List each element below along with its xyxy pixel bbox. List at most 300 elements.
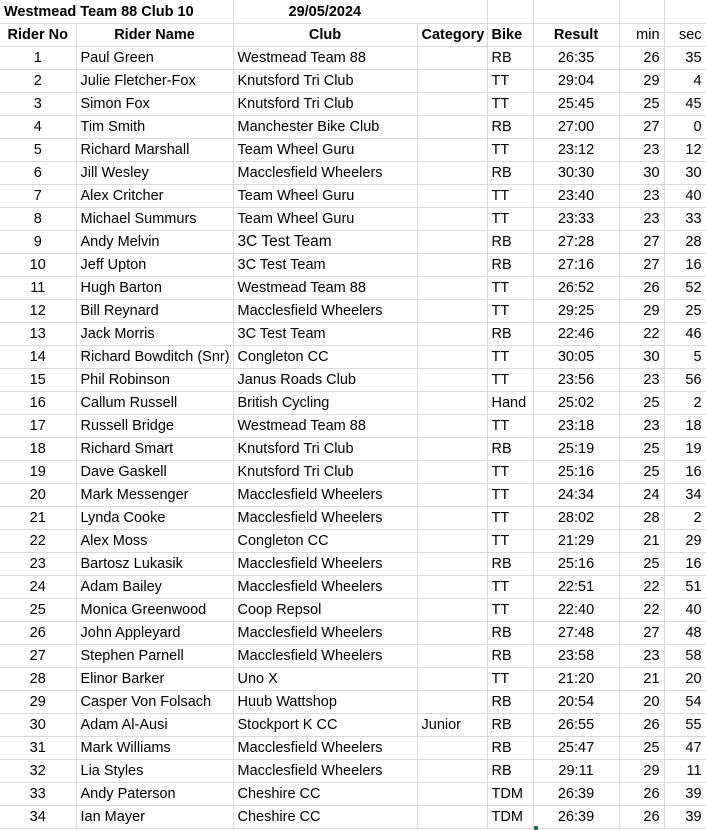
table-row <box>0 162 706 185</box>
table-row <box>0 70 706 93</box>
min-cell[interactable]: 26 <box>619 47 664 70</box>
cell[interactable] <box>487 0 533 24</box>
header-club[interactable]: Club <box>233 24 417 47</box>
min-cell[interactable]: 25 <box>619 737 664 760</box>
category-cell[interactable] <box>417 162 487 185</box>
club-cell[interactable]: Knutsford Tri Club <box>233 438 417 461</box>
bike-cell[interactable]: RB <box>487 162 533 185</box>
bike-cell[interactable]: RB <box>487 622 533 645</box>
bike-cell[interactable]: RB <box>487 323 533 346</box>
bike-cell[interactable]: TT <box>487 300 533 323</box>
sheet-date[interactable]: 29/05/2024 <box>233 0 487 24</box>
category-cell[interactable] <box>417 783 487 806</box>
category-cell[interactable] <box>417 415 487 438</box>
result-cell[interactable]: 26:52 <box>533 277 619 300</box>
result-cell[interactable]: 25:16 <box>533 553 619 576</box>
min-cell[interactable]: 27 <box>619 231 664 254</box>
bike-cell[interactable]: RB <box>487 760 533 783</box>
rider-no-cell[interactable]: 6 <box>0 162 76 185</box>
result-cell[interactable]: 25:02 <box>533 392 619 415</box>
rider-name-cell[interactable]: Richard Bowditch (Snr) <box>76 346 233 369</box>
category-cell[interactable] <box>417 277 487 300</box>
result-cell[interactable]: 27:28 <box>533 231 619 254</box>
rider-no-cell[interactable]: 1 <box>0 47 76 70</box>
rider-no-cell[interactable]: 13 <box>0 323 76 346</box>
header-rider-no[interactable]: Rider No <box>0 24 76 47</box>
result-cell[interactable]: 22:40 <box>533 599 619 622</box>
bike-cell[interactable]: TT <box>487 599 533 622</box>
club-cell[interactable]: Westmead Team 88 <box>233 277 417 300</box>
header-result[interactable]: Result <box>533 24 619 47</box>
header-bike[interactable]: Bike <box>487 24 533 47</box>
rider-no-cell[interactable]: 11 <box>0 277 76 300</box>
sec-cell[interactable]: 54 <box>664 691 706 714</box>
rider-name-cell[interactable]: Simon Fox <box>76 93 233 116</box>
table-row <box>0 277 706 300</box>
bike-cell[interactable]: RB <box>487 47 533 70</box>
rider-name-cell[interactable]: Russell Bridge <box>76 415 233 438</box>
rider-name-cell[interactable]: Callum Russell <box>76 392 233 415</box>
rider-no-cell[interactable]: 20 <box>0 484 76 507</box>
result-cell[interactable]: 23:18 <box>533 415 619 438</box>
bike-cell[interactable]: TT <box>487 93 533 116</box>
rider-name-cell[interactable]: Richard Marshall <box>76 139 233 162</box>
min-cell[interactable]: 21 <box>619 530 664 553</box>
bike-cell[interactable]: TDM <box>487 806 533 829</box>
category-cell[interactable] <box>417 208 487 231</box>
min-cell[interactable]: 29 <box>619 70 664 93</box>
rider-name-cell[interactable]: Andy Paterson <box>76 783 233 806</box>
bike-cell[interactable]: RB <box>487 254 533 277</box>
min-cell[interactable]: 23 <box>619 208 664 231</box>
sec-cell[interactable]: 16 <box>664 254 706 277</box>
table-row <box>0 208 706 231</box>
rider-no-cell[interactable]: 32 <box>0 760 76 783</box>
rider-name-cell[interactable]: Richard Smart <box>76 438 233 461</box>
club-cell[interactable]: Congleton CC <box>233 346 417 369</box>
sec-cell[interactable]: 56 <box>664 369 706 392</box>
rider-no-cell[interactable]: 4 <box>0 116 76 139</box>
rider-no-cell[interactable]: 3 <box>0 93 76 116</box>
bike-cell[interactable]: TT <box>487 461 533 484</box>
sec-cell[interactable]: 0 <box>664 116 706 139</box>
bike-cell[interactable]: RB <box>487 438 533 461</box>
category-cell[interactable] <box>417 668 487 691</box>
min-cell[interactable]: 23 <box>619 415 664 438</box>
sec-cell[interactable]: 39 <box>664 806 706 829</box>
sec-cell[interactable]: 33 <box>664 208 706 231</box>
category-cell[interactable] <box>417 553 487 576</box>
sec-cell[interactable]: 2 <box>664 507 706 530</box>
table-row <box>0 714 706 737</box>
bike-cell[interactable]: TT <box>487 185 533 208</box>
club-cell[interactable]: Team Wheel Guru <box>233 208 417 231</box>
club-cell[interactable]: Macclesfield Wheelers <box>233 162 417 185</box>
min-cell[interactable]: 27 <box>619 622 664 645</box>
rider-no-cell[interactable]: 33 <box>0 783 76 806</box>
table-row <box>0 530 706 553</box>
club-cell[interactable]: Huub Wattshop <box>233 691 417 714</box>
rider-no-cell[interactable]: 27 <box>0 645 76 668</box>
rider-no-cell[interactable]: 16 <box>0 392 76 415</box>
rider-name-cell[interactable]: Alex Moss <box>76 530 233 553</box>
sec-cell[interactable]: 16 <box>664 461 706 484</box>
club-cell[interactable]: Macclesfield Wheelers <box>233 737 417 760</box>
club-cell[interactable]: Stockport K CC <box>233 714 417 737</box>
result-cell[interactable]: 23:12 <box>533 139 619 162</box>
bike-cell[interactable]: TT <box>487 415 533 438</box>
result-cell[interactable]: 26:39 <box>533 806 619 829</box>
result-cell[interactable]: 24:34 <box>533 484 619 507</box>
rider-no-cell[interactable]: 12 <box>0 300 76 323</box>
bike-cell[interactable]: RB <box>487 553 533 576</box>
rider-name-cell[interactable]: Michael Summurs <box>76 208 233 231</box>
rider-no-cell[interactable]: 23 <box>0 553 76 576</box>
bike-cell[interactable]: TT <box>487 346 533 369</box>
bike-cell[interactable]: TT <box>487 507 533 530</box>
bike-cell[interactable]: RB <box>487 714 533 737</box>
result-cell[interactable]: 28:02 <box>533 507 619 530</box>
result-cell[interactable]: 21:20 <box>533 668 619 691</box>
cell-selection-handle[interactable] <box>534 826 538 830</box>
category-cell[interactable] <box>417 507 487 530</box>
min-cell[interactable]: 23 <box>619 369 664 392</box>
rider-name-cell[interactable]: Bartosz Lukasik <box>76 553 233 576</box>
min-cell[interactable]: 22 <box>619 576 664 599</box>
category-cell[interactable] <box>417 70 487 93</box>
sec-cell[interactable]: 16 <box>664 553 706 576</box>
min-cell[interactable]: 28 <box>619 507 664 530</box>
rider-no-cell[interactable]: 17 <box>0 415 76 438</box>
club-cell[interactable]: 3C Test Team <box>233 231 417 254</box>
bike-cell[interactable]: RB <box>487 645 533 668</box>
min-cell[interactable]: 30 <box>619 162 664 185</box>
sec-cell[interactable]: 2 <box>664 392 706 415</box>
rider-name-cell[interactable]: Jack Morris <box>76 323 233 346</box>
bike-cell[interactable]: TT <box>487 576 533 599</box>
header-rider-name[interactable]: Rider Name <box>76 24 233 47</box>
club-cell[interactable]: Janus Roads Club <box>233 369 417 392</box>
result-cell[interactable]: 22:51 <box>533 576 619 599</box>
rider-name-cell[interactable]: Dave Gaskell <box>76 461 233 484</box>
category-cell[interactable] <box>417 760 487 783</box>
rider-no-cell[interactable]: 10 <box>0 254 76 277</box>
bike-cell[interactable]: RB <box>487 231 533 254</box>
header-category[interactable]: Category <box>417 24 487 47</box>
sec-cell[interactable]: 40 <box>664 599 706 622</box>
club-cell[interactable]: Coop Repsol <box>233 599 417 622</box>
table-row <box>0 599 706 622</box>
rider-name-cell[interactable]: Alex Critcher <box>76 185 233 208</box>
result-cell[interactable]: 26:55 <box>533 714 619 737</box>
club-cell[interactable]: Westmead Team 88 <box>233 415 417 438</box>
category-cell[interactable] <box>417 369 487 392</box>
rider-name-cell[interactable]: Julie Fletcher-Fox <box>76 70 233 93</box>
category-cell[interactable] <box>417 438 487 461</box>
category-cell[interactable] <box>417 116 487 139</box>
category-cell[interactable] <box>417 461 487 484</box>
category-cell[interactable] <box>417 139 487 162</box>
result-cell[interactable]: 23:33 <box>533 208 619 231</box>
club-cell[interactable]: Manchester Bike Club <box>233 116 417 139</box>
rider-name-cell[interactable]: Lynda Cooke <box>76 507 233 530</box>
sec-cell[interactable]: 25 <box>664 300 706 323</box>
category-cell[interactable] <box>417 576 487 599</box>
sec-cell[interactable]: 20 <box>664 668 706 691</box>
category-cell[interactable] <box>417 737 487 760</box>
sec-cell[interactable]: 45 <box>664 93 706 116</box>
rider-no-cell[interactable]: 2 <box>0 70 76 93</box>
result-cell[interactable]: 27:16 <box>533 254 619 277</box>
result-cell[interactable]: 20:54 <box>533 691 619 714</box>
club-cell[interactable]: Macclesfield Wheelers <box>233 507 417 530</box>
result-cell[interactable]: 30:30 <box>533 162 619 185</box>
result-cell[interactable]: 29:25 <box>533 300 619 323</box>
sec-cell[interactable]: 29 <box>664 530 706 553</box>
rider-name-cell[interactable]: John Appleyard <box>76 622 233 645</box>
result-cell[interactable]: 29:04 <box>533 70 619 93</box>
bike-cell[interactable]: RB <box>487 116 533 139</box>
rider-name-cell[interactable]: Lia Styles <box>76 760 233 783</box>
rider-name-cell[interactable]: Stephen Parnell <box>76 645 233 668</box>
category-cell[interactable] <box>417 47 487 70</box>
rider-name-cell[interactable]: Jill Wesley <box>76 162 233 185</box>
rider-no-cell[interactable]: 21 <box>0 507 76 530</box>
sec-cell[interactable]: 47 <box>664 737 706 760</box>
category-cell[interactable] <box>417 484 487 507</box>
rider-name-cell[interactable]: Hugh Barton <box>76 277 233 300</box>
result-cell[interactable]: 27:00 <box>533 116 619 139</box>
sec-cell[interactable]: 51 <box>664 576 706 599</box>
category-cell[interactable] <box>417 806 487 829</box>
rider-no-cell[interactable]: 26 <box>0 622 76 645</box>
club-cell[interactable]: 3C Test Team <box>233 254 417 277</box>
min-cell[interactable]: 25 <box>619 461 664 484</box>
header-min[interactable]: min <box>619 24 664 47</box>
club-cell[interactable]: Knutsford Tri Club <box>233 93 417 116</box>
club-cell[interactable]: Knutsford Tri Club <box>233 70 417 93</box>
category-cell[interactable] <box>417 254 487 277</box>
bike-cell[interactable]: TT <box>487 208 533 231</box>
table-row <box>0 507 706 530</box>
category-cell[interactable]: Junior <box>417 714 487 737</box>
club-cell[interactable]: Westmead Team 88 <box>233 47 417 70</box>
rider-no-cell[interactable]: 31 <box>0 737 76 760</box>
bike-cell[interactable]: RB <box>487 737 533 760</box>
table-row <box>0 231 706 254</box>
category-cell[interactable] <box>417 599 487 622</box>
cell[interactable] <box>533 0 619 24</box>
result-cell[interactable]: 26:35 <box>533 47 619 70</box>
sec-cell[interactable]: 30 <box>664 162 706 185</box>
rider-no-cell[interactable]: 25 <box>0 599 76 622</box>
result-cell[interactable]: 22:46 <box>533 323 619 346</box>
sec-cell[interactable]: 34 <box>664 484 706 507</box>
sec-cell[interactable]: 5 <box>664 346 706 369</box>
club-cell[interactable]: Knutsford Tri Club <box>233 461 417 484</box>
club-cell[interactable]: Macclesfield Wheelers <box>233 645 417 668</box>
category-cell[interactable] <box>417 185 487 208</box>
bike-cell[interactable]: Hand <box>487 392 533 415</box>
min-cell[interactable]: 27 <box>619 254 664 277</box>
club-cell[interactable]: Team Wheel Guru <box>233 185 417 208</box>
club-cell[interactable]: Cheshire CC <box>233 806 417 829</box>
sec-cell[interactable]: 55 <box>664 714 706 737</box>
category-cell[interactable] <box>417 622 487 645</box>
sec-cell[interactable]: 28 <box>664 231 706 254</box>
table-row <box>0 415 706 438</box>
sheet-title[interactable]: Westmead Team 88 Club 10 <box>0 0 233 24</box>
bike-cell[interactable]: TDM <box>487 783 533 806</box>
min-cell[interactable]: 22 <box>619 599 664 622</box>
result-cell[interactable]: 25:16 <box>533 461 619 484</box>
cell[interactable] <box>664 0 706 24</box>
min-cell[interactable]: 23 <box>619 139 664 162</box>
min-cell[interactable]: 27 <box>619 116 664 139</box>
club-cell[interactable]: Macclesfield Wheelers <box>233 576 417 599</box>
rider-name-cell[interactable]: Elinor Barker <box>76 668 233 691</box>
club-cell[interactable]: Team Wheel Guru <box>233 139 417 162</box>
rider-no-cell[interactable]: 7 <box>0 185 76 208</box>
category-cell[interactable] <box>417 93 487 116</box>
min-cell[interactable]: 26 <box>619 783 664 806</box>
min-cell[interactable]: 29 <box>619 760 664 783</box>
table-row <box>0 346 706 369</box>
sec-cell[interactable]: 35 <box>664 47 706 70</box>
sec-cell[interactable]: 46 <box>664 323 706 346</box>
rider-no-cell[interactable]: 5 <box>0 139 76 162</box>
result-cell[interactable]: 23:40 <box>533 185 619 208</box>
min-cell[interactable]: 26 <box>619 806 664 829</box>
result-cell[interactable]: 27:48 <box>533 622 619 645</box>
category-cell[interactable] <box>417 530 487 553</box>
club-cell[interactable]: Macclesfield Wheelers <box>233 484 417 507</box>
min-cell[interactable]: 26 <box>619 714 664 737</box>
min-cell[interactable]: 25 <box>619 553 664 576</box>
rider-no-cell[interactable]: 19 <box>0 461 76 484</box>
min-cell[interactable]: 25 <box>619 93 664 116</box>
result-cell[interactable]: 25:45 <box>533 93 619 116</box>
category-cell[interactable] <box>417 691 487 714</box>
bike-cell[interactable]: TT <box>487 139 533 162</box>
sec-cell[interactable]: 4 <box>664 70 706 93</box>
result-cell[interactable]: 30:05 <box>533 346 619 369</box>
rider-name-cell[interactable]: Adam Bailey <box>76 576 233 599</box>
category-cell[interactable] <box>417 392 487 415</box>
rider-name-cell[interactable]: Phil Robinson <box>76 369 233 392</box>
min-cell[interactable]: 21 <box>619 668 664 691</box>
bike-cell[interactable]: TT <box>487 668 533 691</box>
rider-name-cell[interactable]: Casper Von Folsach <box>76 691 233 714</box>
min-cell[interactable]: 22 <box>619 323 664 346</box>
rider-name-cell[interactable]: Mark Messenger <box>76 484 233 507</box>
min-cell[interactable]: 20 <box>619 691 664 714</box>
bike-cell[interactable]: TT <box>487 530 533 553</box>
rider-no-cell[interactable]: 24 <box>0 576 76 599</box>
rider-no-cell[interactable]: 9 <box>0 231 76 254</box>
category-cell[interactable] <box>417 300 487 323</box>
sec-cell[interactable]: 48 <box>664 622 706 645</box>
rider-no-cell[interactable]: 18 <box>0 438 76 461</box>
rider-name-cell[interactable]: Tim Smith <box>76 116 233 139</box>
category-cell[interactable] <box>417 231 487 254</box>
rider-no-cell[interactable]: 30 <box>0 714 76 737</box>
rider-name-cell[interactable]: Monica Greenwood <box>76 599 233 622</box>
club-cell[interactable]: British Cycling <box>233 392 417 415</box>
club-cell[interactable]: Macclesfield Wheelers <box>233 300 417 323</box>
sec-cell[interactable]: 58 <box>664 645 706 668</box>
club-cell[interactable]: Uno X <box>233 668 417 691</box>
rider-name-cell[interactable]: Andy Melvin <box>76 231 233 254</box>
rider-no-cell[interactable]: 8 <box>0 208 76 231</box>
rider-name-cell[interactable]: Bill Reynard <box>76 300 233 323</box>
category-cell[interactable] <box>417 346 487 369</box>
bike-cell[interactable]: TT <box>487 277 533 300</box>
result-cell[interactable]: 25:47 <box>533 737 619 760</box>
club-cell[interactable]: Congleton CC <box>233 530 417 553</box>
bike-cell[interactable]: TT <box>487 70 533 93</box>
min-cell[interactable]: 25 <box>619 438 664 461</box>
bike-cell[interactable]: TT <box>487 484 533 507</box>
result-cell[interactable]: 21:29 <box>533 530 619 553</box>
header-sec[interactable]: sec <box>664 24 706 47</box>
min-cell[interactable]: 25 <box>619 392 664 415</box>
result-cell[interactable]: 23:58 <box>533 645 619 668</box>
club-cell[interactable]: Macclesfield Wheelers <box>233 553 417 576</box>
sec-cell[interactable]: 11 <box>664 760 706 783</box>
result-cell[interactable]: 25:19 <box>533 438 619 461</box>
sec-cell[interactable]: 12 <box>664 139 706 162</box>
rider-no-cell[interactable]: 29 <box>0 691 76 714</box>
sec-cell[interactable]: 19 <box>664 438 706 461</box>
min-cell[interactable]: 23 <box>619 185 664 208</box>
rider-no-cell[interactable]: 14 <box>0 346 76 369</box>
min-cell[interactable]: 24 <box>619 484 664 507</box>
sec-cell[interactable]: 52 <box>664 277 706 300</box>
min-cell[interactable]: 26 <box>619 277 664 300</box>
rider-name-cell[interactable]: Adam Al-Ausi <box>76 714 233 737</box>
club-cell[interactable]: Cheshire CC <box>233 783 417 806</box>
rider-name-cell[interactable]: Paul Green <box>76 47 233 70</box>
club-cell[interactable]: Macclesfield Wheelers <box>233 760 417 783</box>
sec-cell[interactable]: 39 <box>664 783 706 806</box>
rider-name-cell[interactable]: Mark Williams <box>76 737 233 760</box>
result-cell[interactable]: 26:39 <box>533 783 619 806</box>
rider-name-cell[interactable]: Jeff Upton <box>76 254 233 277</box>
club-cell[interactable]: 3C Test Team <box>233 323 417 346</box>
rider-no-cell[interactable]: 22 <box>0 530 76 553</box>
sec-cell[interactable]: 18 <box>664 415 706 438</box>
rider-no-cell[interactable]: 34 <box>0 806 76 829</box>
rider-no-cell[interactable]: 15 <box>0 369 76 392</box>
category-cell[interactable] <box>417 645 487 668</box>
result-cell[interactable]: 29:11 <box>533 760 619 783</box>
club-cell[interactable]: Macclesfield Wheelers <box>233 622 417 645</box>
min-cell[interactable]: 30 <box>619 346 664 369</box>
rider-no-cell[interactable]: 28 <box>0 668 76 691</box>
sec-cell[interactable]: 40 <box>664 185 706 208</box>
rider-name-cell[interactable]: Ian Mayer <box>76 806 233 829</box>
min-cell[interactable]: 23 <box>619 645 664 668</box>
bike-cell[interactable]: TT <box>487 369 533 392</box>
bike-cell[interactable]: RB <box>487 691 533 714</box>
min-cell[interactable]: 29 <box>619 300 664 323</box>
table-row <box>0 392 706 415</box>
table-row <box>0 783 706 806</box>
cell[interactable] <box>619 0 664 24</box>
category-cell[interactable] <box>417 323 487 346</box>
result-cell[interactable]: 23:56 <box>533 369 619 392</box>
